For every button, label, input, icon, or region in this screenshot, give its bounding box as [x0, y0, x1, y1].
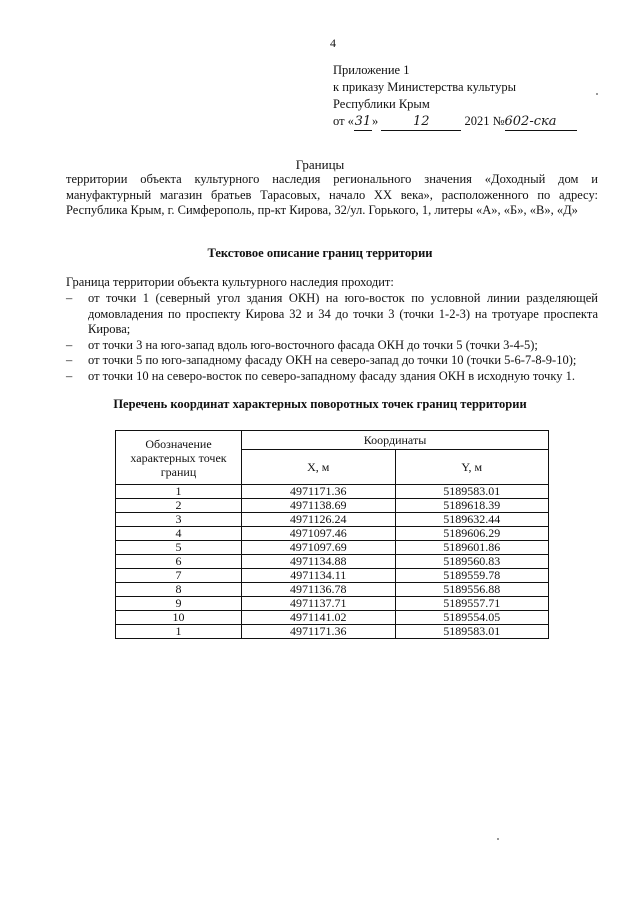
cell-y: 5189606.29 — [395, 527, 549, 541]
date-prefix: от « — [333, 114, 354, 128]
cell-point: 3 — [116, 513, 242, 527]
table-row — [116, 499, 549, 513]
table-row — [116, 583, 549, 597]
date-day-handwritten: 31 — [354, 114, 372, 129]
list-item-text: от точки 5 по юго-западному фасаду ОКН на северо-запад до точки 10 (точки 5-6-7-8-9-10); — [88, 353, 577, 367]
list-item-text: от точки 10 на северо-восток по северо-западному фасаду здания ОКН в исходную точку 1. — [88, 368, 575, 383]
cell-x: 4971134.88 — [242, 555, 396, 569]
page-number: 4 — [330, 36, 336, 50]
cell-y: 5189583.01 — [395, 625, 549, 639]
cell-y: 5189556.88 — [395, 583, 549, 597]
appendix-line-2: к приказу Министерства культуры — [333, 80, 516, 94]
cell-point: 6 — [116, 555, 242, 569]
boundary-list — [66, 291, 598, 384]
table-row — [116, 569, 549, 583]
scan-speck — [497, 838, 499, 840]
cell-y: 5189632.44 — [395, 513, 549, 527]
cell-point: 2 — [116, 499, 242, 513]
appendix-line-3: Республики Крым — [333, 97, 430, 111]
cell-x: 4971136.78 — [242, 583, 396, 597]
table-title: Перечень координат характерных поворотных точек границ территории — [113, 397, 527, 411]
table-row — [116, 527, 549, 541]
table-row — [116, 541, 549, 555]
cell-y: 5189583.01 — [395, 485, 549, 499]
table-row — [116, 597, 549, 611]
order-number-handwritten: 602-ска — [505, 113, 577, 131]
cell-x: 4971141.02 — [242, 611, 396, 625]
cell-x: 4971171.36 — [242, 625, 396, 639]
cell-point: 10 — [116, 611, 242, 625]
cell-point: 8 — [116, 583, 242, 597]
table-row — [116, 555, 549, 569]
list-item — [66, 291, 598, 338]
cell-x: 4971134.11 — [242, 569, 396, 583]
cell-y: 5189560.83 — [395, 555, 549, 569]
list-marker: – — [66, 291, 73, 305]
date-month-handwritten: 12 — [381, 113, 461, 131]
date-year: 2021 № — [464, 114, 505, 128]
cell-x: 4971097.69 — [242, 541, 396, 555]
list-item-text: от точки 3 на юго-запад вдоль юго-восточного фасада ОКН до точки 5 (точки 3-4-5); — [88, 337, 538, 352]
cell-point: 9 — [116, 597, 242, 611]
table-row — [116, 485, 549, 499]
header-y: Y, м — [395, 450, 549, 485]
cell-x: 4971171.36 — [242, 485, 396, 499]
date-sep: » — [371, 114, 379, 128]
table-row — [116, 513, 549, 527]
list-item-text: от точки 1 (северный угол здания ОКН) на юго-восток по условной линии разделяющей домовладения по проспекту Кирова 32 и 34 до точки 3 (точки 1-2-3) на тротуаре проспекта Кирова; — [88, 291, 598, 336]
cell-point: 1 — [116, 485, 242, 499]
cell-point: 5 — [116, 541, 242, 555]
cell-x: 4971137.71 — [242, 597, 396, 611]
cell-y: 5189557.71 — [395, 597, 549, 611]
scan-speck — [596, 93, 598, 95]
cell-point: 1 — [116, 625, 242, 639]
document-title: Границы — [295, 157, 345, 172]
list-item — [66, 338, 598, 354]
list-item — [66, 369, 598, 385]
cell-x: 4971097.46 — [242, 527, 396, 541]
list-marker: – — [66, 337, 73, 352]
list-marker: – — [66, 368, 73, 383]
table-row — [116, 625, 549, 639]
cell-y: 5189559.78 — [395, 569, 549, 583]
appendix-date-line — [333, 113, 577, 131]
table-row — [116, 611, 549, 625]
coordinates-table — [115, 430, 549, 639]
section-title: Текстовое описание границ территории — [207, 246, 433, 260]
cell-point: 7 — [116, 569, 242, 583]
document-description: территории объекта культурного наследия регионального значения «Доходный дом и мануфактурный магазин братьев Тарасовых, начало ХХ века», расположенного по адресу: Республика Крым, г. Симферополь, пр-кт Кирова, 32/ул. Горького, 1, литеры «А», «Б», «В», «Д» — [66, 172, 598, 217]
cell-point: 4 — [116, 527, 242, 541]
cell-y: 5189601.86 — [395, 541, 549, 555]
cell-y: 5189618.39 — [395, 499, 549, 513]
header-x: X, м — [242, 450, 396, 485]
list-marker: – — [66, 353, 73, 367]
cell-y: 5189554.05 — [395, 611, 549, 625]
appendix-line-1: Приложение 1 — [333, 63, 410, 77]
cell-x: 4971126.24 — [242, 513, 396, 527]
list-item — [66, 353, 598, 369]
boundary-intro: Граница территории объекта культурного наследия проходит: — [66, 275, 394, 289]
header-point: Обозначение характерных точек границ — [116, 431, 242, 485]
header-coordinates: Координаты — [242, 431, 549, 450]
appendix-header — [333, 62, 577, 131]
cell-x: 4971138.69 — [242, 499, 396, 513]
